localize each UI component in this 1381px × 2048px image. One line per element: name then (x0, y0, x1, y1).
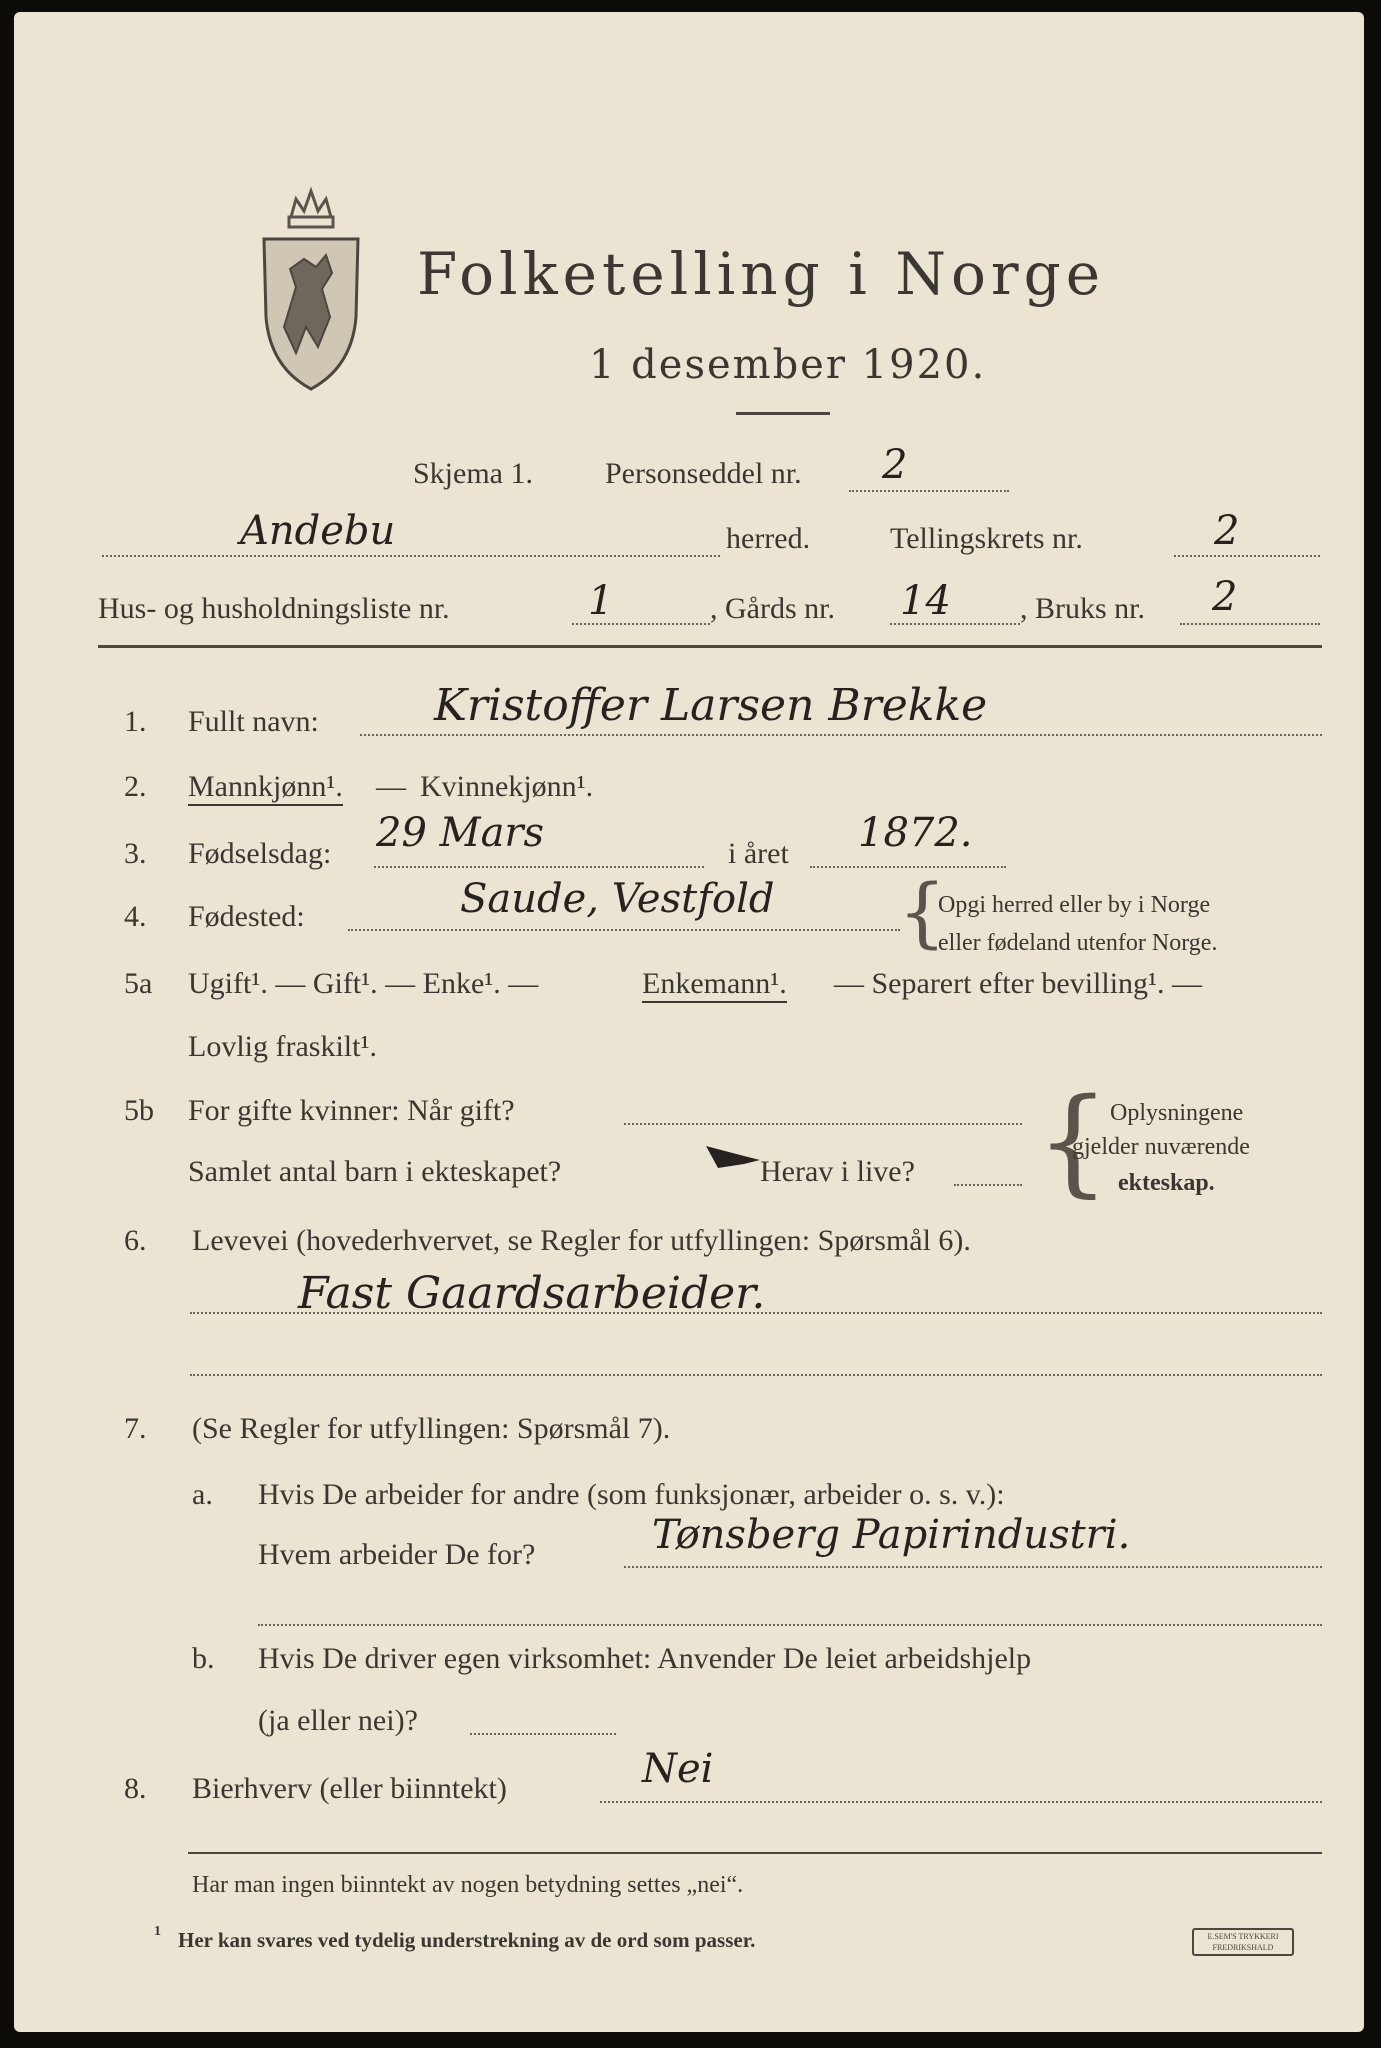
q7a-line1: Hvis De arbeider for andre (som funksjonær, arbeider o. s. v.): (258, 1478, 1005, 1511)
q7b-line1: Hvis De driver egen virksomhet: Anvender De leiet arbeidshjelp (258, 1642, 1032, 1675)
q7-number: 7. (124, 1412, 147, 1445)
printer-name: E.SEM'S TRYKKERI (1207, 1932, 1279, 1941)
marriage-note-line1: Oplysningene (1110, 1100, 1244, 1126)
marital-status-widower-option: Enkemann¹. (642, 967, 787, 1003)
full-name-label: Fullt navn: (188, 705, 319, 738)
marital-status-options-end: — Separert efter bevilling¹. — (834, 967, 1203, 1000)
children-alive-label: Herav i live? (760, 1155, 915, 1188)
census-form: Folketelling i Norge 1 desember 1920. Skjema 1. Personseddel nr. 2 Andebu herred. Tellingskrets nr. 2 Hus- og husholdningsliste nr. 1 , Gårds nr. 14 , Bruks nr. 2 1. Fullt navn: Kristoffer Larsen Brekke 2. Mannkjønn¹. — Kvinnekjønn¹. 3. Fødselsdag: 29 Mars i året 1872. 4. Fødested: Saude, Vestfold { Opgi herred eller by i Norge eller fødeland utenfor Norge. 5a Ugift¹. — Gift¹. — Enke¹. — Enkemann¹. — Separert efter bevilling¹. — Lovlig fraskilt¹. 5b For gifte kvinner: Når gift? Samlet antal barn i ekteskapet? Herav i live? { Oplysningene gjelder nuværende ekteskap. 6. Levevei (hovederhvervet, se Regler for utfyllingen: Spørsmål 6). Fast Gaardsarbeider. 7. (Se Regler for utfyllingen: Spørsmål 7). a. Hvis De arbeider for andre (som funksjonær, arbeider o. s. v.): Hvem arbeider De for? Tønsberg Papirindustri. b. Hvis De driver egen virksomhet: Anvender De leiet arbeidshjelp (ja eller nei)? 8. Bierhverv (eller biinntekt) Nei Har man ingen biinntekt av nogen betydning settes „nei“. 1 Her kan svares ved tydelig understrekning av de ord som passer. E.SEM'S TRYKKERI FREDRIKSHALD (14, 12, 1364, 2032)
birth-year-value: 1872. (858, 810, 973, 856)
birthplace-label: Fødested: (188, 900, 305, 933)
footer-note: Har man ingen biinntekt av nogen betydning settes „nei“. (192, 1872, 744, 1898)
footer-rule (188, 1852, 1322, 1854)
occupation-value: Fast Gaardsarbeider. (298, 1268, 766, 1319)
bruks-label: , Bruks nr. (1020, 592, 1146, 625)
personseddel-label: Personseddel nr. (605, 457, 802, 490)
birthdate-value: 29 Mars (376, 810, 545, 856)
secondary-income-label: Bierhverv (eller biinntekt) (192, 1772, 507, 1805)
hus-value: 1 (588, 578, 614, 624)
tellingskrets-label: Tellingskrets nr. (890, 522, 1083, 555)
q7b-letter: b. (192, 1642, 215, 1675)
birth-year-label: i året (728, 837, 789, 870)
header-rule (98, 645, 1322, 648)
tellingskrets-value: 2 (1214, 508, 1240, 554)
q8-number: 8. (124, 1772, 147, 1805)
personseddel-value: 2 (882, 442, 908, 488)
gender-separator: — (376, 770, 406, 803)
full-name-value: Kristoffer Larsen Brekke (434, 680, 988, 731)
norway-coat-of-arms-icon (256, 177, 366, 397)
footnote-mark: 1 (154, 1924, 161, 1939)
hus-label: Hus- og husholdningsliste nr. (98, 592, 450, 625)
married-when-label: For gifte kvinner: Når gift? (188, 1094, 515, 1127)
q1-number: 1. (124, 705, 147, 738)
gards-label: , Gårds nr. (710, 592, 835, 625)
birthplace-note-line2: eller fødeland utenfor Norge. (938, 930, 1218, 956)
q3-number: 3. (124, 837, 147, 870)
printer-city: FREDRIKSHALD (1212, 1943, 1274, 1952)
gards-value: 14 (900, 578, 951, 624)
footnote-text: Her kan svares ved tydelig understrekning av de ord som passer. (178, 1928, 756, 1952)
title-divider (736, 412, 830, 415)
gender-male-option: Mannkjønn¹. (188, 770, 343, 806)
q5a-number: 5a (124, 967, 153, 1000)
census-date: 1 desember 1920. (589, 342, 987, 388)
q4-number: 4. (124, 900, 147, 933)
skjema-label: Skjema 1. (413, 457, 533, 490)
marital-status-divorced-option: Lovlig fraskilt¹. (188, 1030, 377, 1063)
q6-number: 6. (124, 1224, 147, 1257)
bruks-value: 2 (1212, 574, 1238, 620)
q7-label: (Se Regler for utfyllingen: Spørsmål 7). (192, 1412, 671, 1445)
children-count-label: Samlet antal barn i ekteskapet? (188, 1155, 562, 1188)
employer-label: Hvem arbeider De for? (258, 1538, 536, 1571)
birthdate-label: Fødselsdag: (188, 837, 332, 870)
form-title: Folketelling i Norge (417, 240, 1106, 308)
hired-help-label: (ja eller nei)? (258, 1704, 418, 1737)
birthplace-value: Saude, Vestfold (460, 876, 775, 922)
birthplace-note-line1: Opgi herred eller by i Norge (938, 892, 1211, 918)
marriage-note-line3: ekteskap. (1118, 1170, 1215, 1196)
q5b-number: 5b (124, 1094, 154, 1127)
herred-label: herred. (726, 522, 811, 555)
q7a-letter: a. (192, 1478, 213, 1511)
marriage-note-line2: gjelder nuværende (1072, 1134, 1250, 1160)
arrow-mark-icon (704, 1142, 762, 1172)
secondary-income-value: Nei (642, 1746, 714, 1792)
occupation-label: Levevei (hovederhvervet, se Regler for utfyllingen: Spørsmål 6). (192, 1224, 971, 1257)
printer-stamp (1192, 1928, 1294, 1956)
employer-value: Tønsberg Papirindustri. (652, 1512, 1131, 1558)
herred-value: Andebu (240, 508, 396, 554)
q2-number: 2. (124, 770, 147, 803)
gender-female-option: Kvinnekjønn¹. (420, 770, 594, 803)
marital-status-options: Ugift¹. — Gift¹. — Enke¹. — (188, 967, 539, 1000)
